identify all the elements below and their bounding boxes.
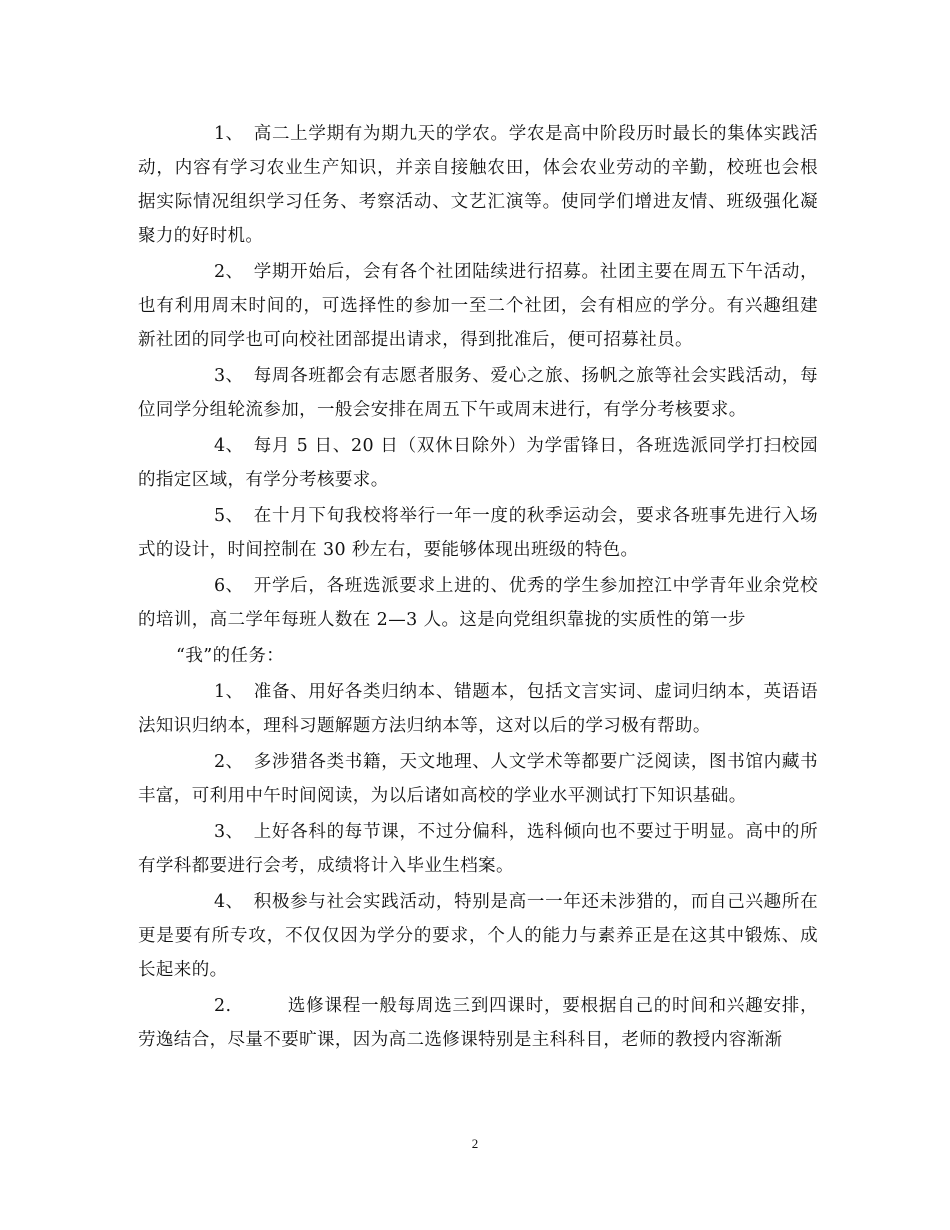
task-paragraph-2 [138, 745, 818, 813]
paragraph-text: 上好各科的每节课，不过分偏科，选科倾向也不要过于明显。高中的所有学科都要进行会考，成绩将计入毕业生档案。 [138, 822, 818, 876]
task-paragraph-4 [138, 885, 818, 987]
paragraph-text: 开学后，各班选派要求上进的、优秀的学生参加控江中学青年业余党校的培训，高二学年每班人数在 2—3 人。这是向党组织靠拢的实质性的第一步 [138, 576, 818, 630]
paragraph-number: 4、 [214, 436, 244, 456]
paragraph-text: 每月 5 日、20 日（双休日除外）为学雷锋日，各班选派同学打扫校园的指定区域，有学分考核要求。 [138, 436, 818, 490]
paragraph-3 [138, 359, 818, 427]
paragraph-6 [138, 569, 818, 637]
paragraph-text: 学期开始后，会有各个社团陆续进行招募。社团主要在周五下午活动，也有利用周末时间的，可选择性的参加一至二个社团，会有相应的学分。有兴趣组建新社团的同学也可向校社团部提出请求，得到批准后，便可招募社员。 [138, 262, 818, 350]
page-number: 2 [471, 1136, 479, 1151]
paragraph-number: 2. [214, 996, 232, 1016]
paragraph-4 [138, 429, 818, 497]
heading-text: “我”的任务： [176, 646, 285, 666]
paragraph-number: 3、 [214, 822, 244, 842]
paragraph-2 [138, 255, 818, 357]
paragraph-5 [138, 499, 818, 567]
paragraph-number: 2、 [214, 262, 244, 282]
task-paragraph-1 [138, 675, 818, 743]
paragraph-number: 1、 [214, 124, 244, 144]
paragraph-1 [138, 117, 818, 253]
paragraph-number: 3、 [214, 366, 244, 386]
paragraph-text: 在十月下旬我校将举行一年一度的秋季运动会，要求各班事先进行入场式的设计，时间控制在 30 秒左右，要能够体现出班级的特色。 [138, 506, 818, 560]
section-heading [138, 639, 818, 673]
task-paragraph-3 [138, 815, 818, 883]
paragraph-text: 准备、用好各类归纳本、错题本，包括文言实词、虚词归纳本，英语语法知识归纳本，理科习题解题方法归纳本等，这对以后的学习极有帮助。 [138, 682, 818, 736]
paragraph-number: 4、 [214, 892, 244, 912]
paragraph-number: 5、 [214, 506, 244, 526]
elective-paragraph [138, 989, 818, 1057]
paragraph-text: 选修课程一般每周选三到四课时，要根据自己的时间和兴趣安排，劳逸结合，尽量不要旷课，因为高二选修课特别是主科科目，老师的教授内容渐渐 [138, 996, 818, 1050]
paragraph-text: 多涉猎各类书籍，天文地理、人文学术等都要广泛阅读，图书馆内藏书丰富，可利用中午时间阅读，为以后诸如高校的学业水平测试打下知识基础。 [138, 752, 818, 806]
paragraph-text: 每周各班都会有志愿者服务、爱心之旅、扬帆之旅等社会实践活动，每位同学分组轮流参加，一般会安排在周五下午或周末进行，有学分考核要求。 [138, 366, 818, 420]
paragraph-number: 1、 [214, 682, 244, 702]
paragraph-text: 积极参与社会实践活动，特别是高一一年还未涉猎的，而自己兴趣所在更是要有所专攻，不仅仅因为学分的要求，个人的能力与素养正是在这其中锻炼、成长起来的。 [138, 892, 818, 980]
paragraph-text: 高二上学期有为期九天的学农。学农是高中阶段历时最长的集体实践活动，内容有学习农业生产知识，并亲自接触农田，体会农业劳动的辛勤，校班也会根据实际情况组织学习任务、考察活动、文艺汇演等。使同学们增进友情、班级强化凝聚力的好时机。 [138, 124, 818, 246]
paragraph-number: 2、 [214, 752, 244, 772]
paragraph-number: 6、 [214, 576, 244, 596]
document-body [138, 117, 818, 1059]
